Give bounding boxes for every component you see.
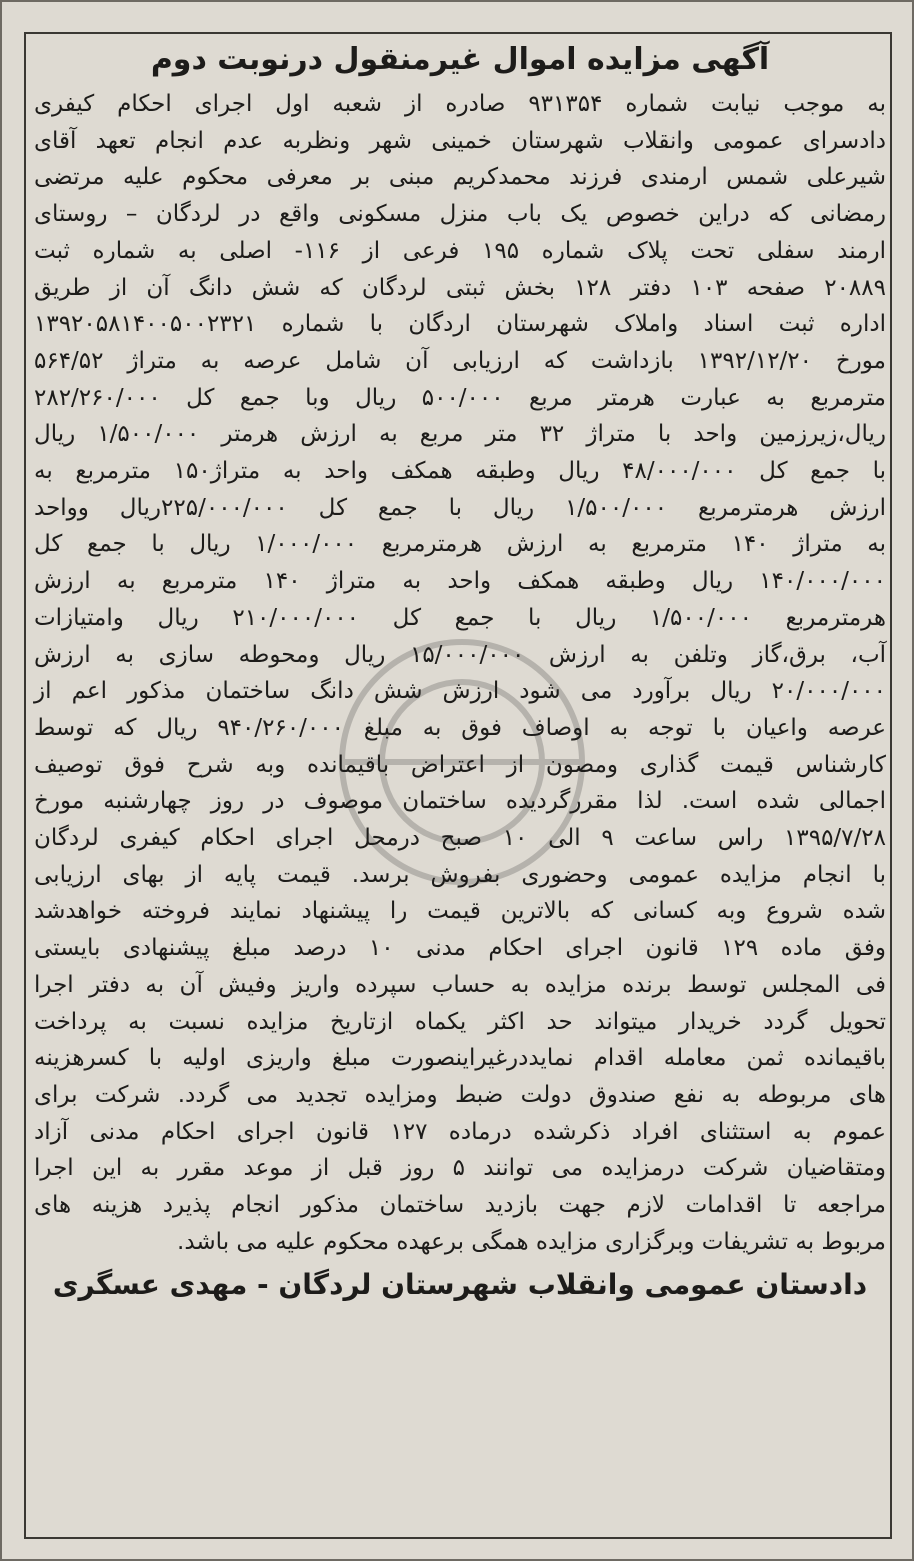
notice-line: تحویل گردد خریدار میتواند حد اکثر یکماه ازتاریخ مزایده نسبت به پرداخت: [34, 1008, 886, 1035]
notice-line: اداره ثبت اسناد واملاک شهرستان اردگان با شماره ۱۳۹۲۰۵۸۱۴۰۰۵۰۰۲۳۲۱: [34, 311, 886, 338]
notice-line: ارمند سفلی تحت پلاک شماره ۱۹۵ فرعی از ۱۱۶- اصلی به شماره ثبت: [34, 237, 887, 264]
notice-line: وفق ماده ۱۲۹ قانون اجرای احکام مدنی ۱۰ درصد مبلغ پیشنهادی بایستی: [34, 935, 887, 962]
notice-line: ریال،زیرزمین واحد با متراژ ۳۲ متر مربع به ارزش هرمتر ۱/۵۰۰/۰۰۰ ریال: [34, 421, 886, 448]
notice-signature: دادستان عمومی وانقلاب شهرستان لردگان - مهدی عسگری: [52, 1267, 868, 1301]
notice-line: ارزش هرمترمربع ۱/۵۰۰/۰۰۰ ریال با جمع کل ۲۲۵/۰۰۰/۰۰۰ریال وواحد: [34, 494, 886, 521]
notice-line: عموم به استثنای افراد ذکرشده درماده ۱۲۷ قانون اجرای احکام مدنی آزاد: [34, 1118, 886, 1145]
auction-notice: [34, 38, 886, 1305]
notice-line: مترمربع به عبارت هرمتر مربع ۵۰۰/۰۰۰ ریال وبا جمع کل ۲۸۲/۲۶۰/۰۰۰: [34, 384, 886, 411]
notice-line: ۲۰/۰۰۰/۰۰۰ ریال برآورد می شود ارزش شش دانگ ساختمان مذکور اعم از: [34, 678, 886, 705]
notice-line: ۲۰۸۸۹ صفحه ۱۰۳ دفتر ۱۲۸ بخش ثبتی لردگان که شش دانگ آن از طریق: [34, 274, 886, 301]
notice-line: مربوط به تشریفات وبرگزاری مزایده همگی برعهده محکوم علیه می باشد.: [177, 1228, 886, 1255]
notice-line: آب، برق،گاز وتلفن به ارزش ۱۵/۰۰۰/۰۰۰ ریال ومحوطه سازی به ارزش: [34, 641, 886, 668]
notice-line: عرصه واعیان با توجه به اوصاف فوق به مبلغ ۹۴۰/۲۶۰/۰۰۰ ریال که توسط: [34, 714, 886, 741]
notice-line: به موجب نیابت شماره ۹۳۱۳۵۴ صادره از شعبه اول اجرای احکام کیفری: [34, 91, 886, 117]
notice-line: باقیمانده ثمن معامله اقدام نمایددرغیراینصورت مبلغ واریزی اولیه با کسرهزینه: [34, 1045, 886, 1072]
notice-line: رمضانی که دراین خصوص یک باب منزل مسکونی واقع در لردگان – روستای: [34, 201, 886, 228]
notice-line: شده شروع وبه کسانی که بالاترین قیمت را پیشنهاد نمایند فروخته خواهدشد: [34, 898, 886, 925]
notice-line: دادسرای عمومی وانقلاب شهرستان خمینی شهر ونظربه عدم انجام تعهد آقای: [34, 127, 886, 154]
notice-title: آگهی مزایده اموال غیرمنقول درنوبت دوم: [150, 42, 770, 77]
notice-line: اجمالی شده است. لذا مقررگردیده ساختمان موصوف در روز چهارشنبه مورخ: [34, 788, 886, 815]
notice-line: ۱۴۰/۰۰۰/۰۰۰ ریال وطبقه همکف واحد به متراژ ۱۴۰ مترمربع به ارزش: [34, 568, 886, 595]
notice-line: ومتقاضیان شرکت درمزایده می توانند ۵ روز قبل از موعد مقرر به این اجرا: [34, 1155, 886, 1182]
notice-line: با جمع کل ۴۸/۰۰۰/۰۰۰ ریال وطبقه همکف واحد به متراژ۱۵۰ مترمربع به: [34, 458, 886, 485]
notice-body: [34, 86, 886, 1261]
notice-line: مورخ ۱۳۹۲/۱۲/۲۰ بازداشت که ارزیابی آن شامل عرصه به متراژ ۵۶۴/۵۲: [34, 347, 886, 374]
notice-line: فی المجلس توسط برنده مزایده به حساب سپرده واریز وفیش آن به دفتر اجرا: [34, 971, 886, 998]
notice-line: کارشناس قیمت گذاری ومصون از اعتراض باقیمانده وبه شرح فوق توصیف: [34, 751, 886, 778]
notice-line: با انجام مزایده عمومی وحضوری بفروش برسد. قیمت پایه از بهای ارزیابی: [34, 861, 886, 888]
notice-line: شیرعلی شمس ارمندی فرزند محمدکریم مبنی بر معرفی محکوم علیه مرتضی: [34, 164, 886, 191]
notice-line: ۱۳۹۵/۷/۲۸ راس ساعت ۹ الی ۱۰ صبح درمحل اجرای احکام کیفری لردگان: [34, 825, 886, 852]
notice-line: هرمترمربع ۱/۵۰۰/۰۰۰ ریال با جمع کل ۲۱۰/۰۰۰/۰۰۰ ریال وامتیازات: [34, 604, 886, 631]
notice-line: به متراژ ۱۴۰ مترمربع به ارزش هرمترمربع ۱/۰۰۰/۰۰۰ ریال با جمع کل: [34, 531, 886, 558]
notice-line: های مربوطه به نفع صندوق دولت ضبط ومزایده تجدید می گردد. شرکت برای: [34, 1081, 886, 1108]
notice-line: مراجعه تا اقدامات لازم جهت بازدید ساختمان مذکور انجام پذیرد هزینه های: [34, 1192, 886, 1219]
